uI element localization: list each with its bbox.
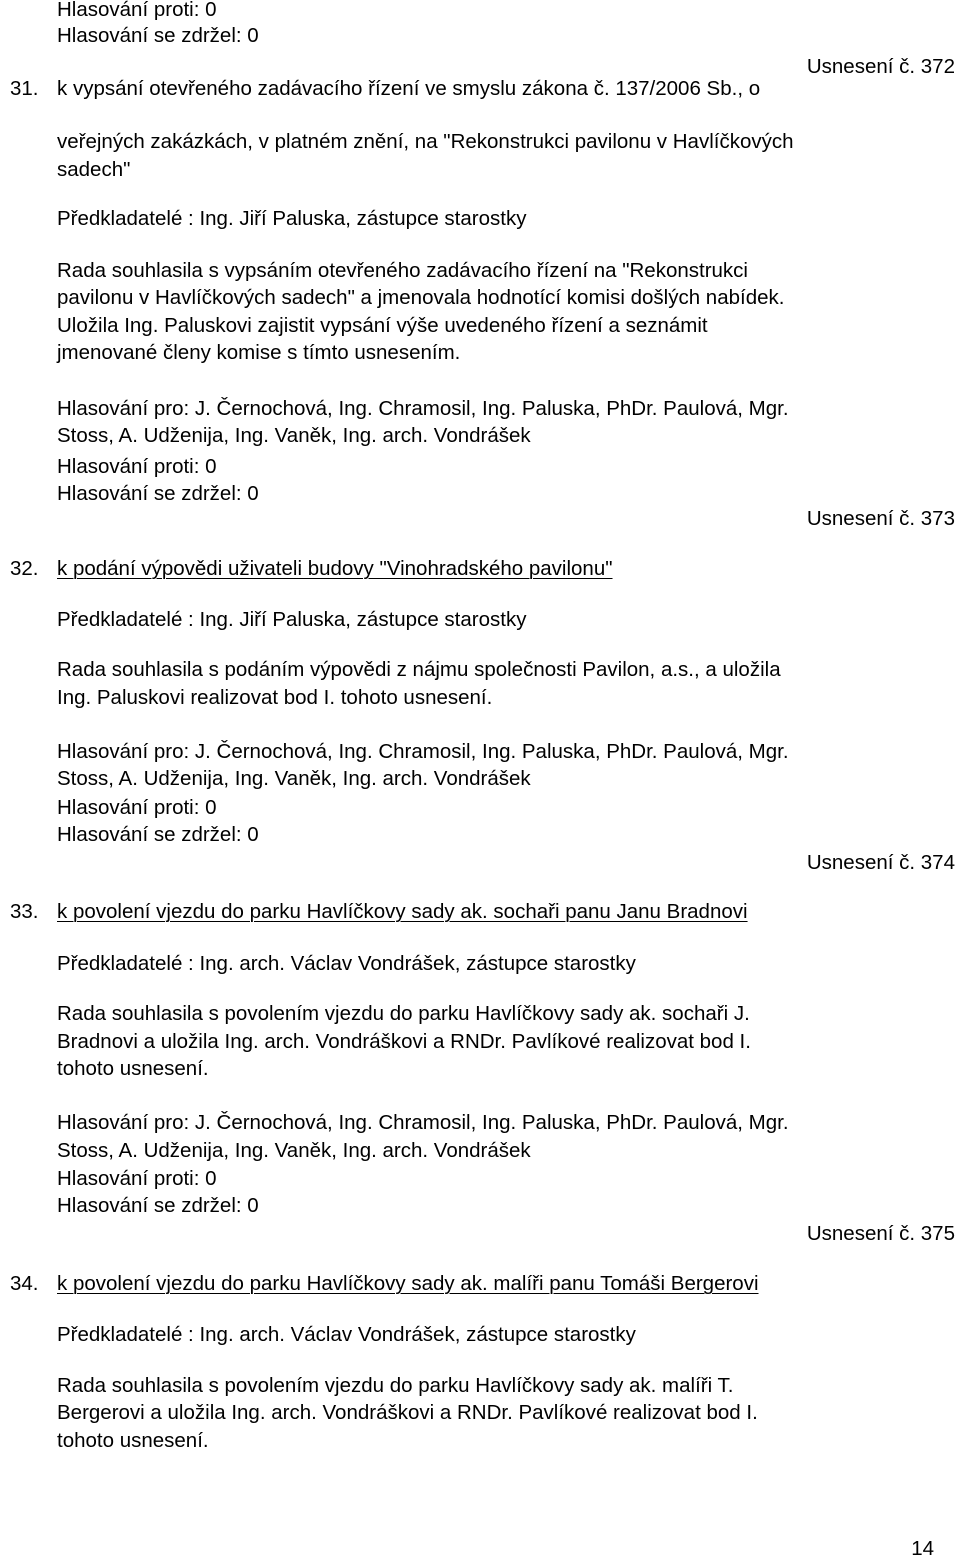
vote-for: Stoss, A. Udženija, Ing. Vaněk, Ing. arch. Vondrášek: [57, 767, 531, 790]
vote-abstain: Hlasování se zdržel: 0: [57, 482, 259, 505]
resolution-text: Rada souhlasila s povolením vjezdu do parku Havlíčkovy sady ak. malíři T.: [57, 1374, 734, 1397]
resolution-number: Usnesení č. 372: [806, 55, 955, 78]
resolution-text: pavilonu v Havlíčkových sadech" a jmenovala hodnotící komisi došlých nabídek.: [57, 286, 785, 309]
item-number: 31.: [10, 77, 39, 100]
resolution-text: Rada souhlasila s podáním výpovědi z nájmu společnosti Pavilon, a.s., a uložila: [57, 658, 781, 681]
vote-for: Hlasování pro: J. Černochová, Ing. Chramosil, Ing. Paluska, PhDr. Paulová, Mgr.: [57, 1111, 789, 1134]
vote-for: Hlasování pro: J. Černochová, Ing. Chramosil, Ing. Paluska, PhDr. Paulová, Mgr.: [57, 397, 789, 420]
item-title: k vypsání otevřeného zadávacího řízení ve smyslu zákona č. 137/2006 Sb., o: [57, 77, 761, 100]
resolution-text: Rada souhlasila s vypsáním otevřeného zadávacího řízení na "Rekonstrukci: [57, 259, 748, 282]
resolution-number: Usnesení č. 373: [806, 507, 955, 530]
page-number: 14: [911, 1537, 934, 1560]
resolution-text: jmenované členy komise s tímto usnesením.: [57, 341, 461, 364]
vote-for: Hlasování pro: J. Černochová, Ing. Chramosil, Ing. Paluska, PhDr. Paulová, Mgr.: [57, 740, 789, 763]
vote-for: Stoss, A. Udženija, Ing. Vaněk, Ing. arch. Vondrášek: [57, 1139, 531, 1162]
vote-against: Hlasování proti: 0: [57, 0, 217, 21]
item-title: k podání výpovědi uživateli budovy "Vinohradského pavilonu": [57, 557, 613, 580]
item-title: veřejných zakázkách, v platném znění, na "Rekonstrukci pavilonu v Havlíčkových: [57, 130, 794, 153]
submitter: Předkladatelé : Ing. arch. Václav Vondrášek, zástupce starostky: [57, 952, 636, 975]
vote-abstain: Hlasování se zdržel: 0: [57, 823, 259, 846]
resolution-text: tohoto usnesení.: [57, 1429, 209, 1452]
item-number: 34.: [10, 1272, 39, 1295]
submitter: Předkladatelé : Ing. Jiří Paluska, zástupce starostky: [57, 608, 527, 631]
submitter: Předkladatelé : Ing. arch. Václav Vondrášek, zástupce starostky: [57, 1323, 636, 1346]
resolution-text: Ing. Paluskovi realizovat bod I. tohoto usnesení.: [57, 686, 493, 709]
vote-against: Hlasování proti: 0: [57, 1167, 217, 1190]
item-title: k povolení vjezdu do parku Havlíčkovy sady ak. sochaři panu Janu Bradnovi: [57, 900, 748, 923]
vote-abstain: Hlasování se zdržel: 0: [57, 24, 259, 47]
item-title: sadech": [57, 158, 131, 181]
resolution-text: Uložila Ing. Paluskovi zajistit vypsání výše uvedeného řízení a seznámit: [57, 314, 708, 337]
vote-abstain: Hlasování se zdržel: 0: [57, 1194, 259, 1217]
resolution-text: Bergerovi a uložila Ing. arch. Vondráškovi a RNDr. Pavlíkové realizovat bod I.: [57, 1401, 758, 1424]
vote-against: Hlasování proti: 0: [57, 455, 217, 478]
submitter: Předkladatelé : Ing. Jiří Paluska, zástupce starostky: [57, 207, 527, 230]
resolution-number: Usnesení č. 375: [806, 1222, 955, 1245]
vote-for: Stoss, A. Udženija, Ing. Vaněk, Ing. arch. Vondrášek: [57, 424, 531, 447]
resolution-text: Bradnovi a uložila Ing. arch. Vondráškovi a RNDr. Pavlíkové realizovat bod I.: [57, 1030, 751, 1053]
vote-against: Hlasování proti: 0: [57, 796, 217, 819]
item-number: 33.: [10, 900, 39, 923]
item-title: k povolení vjezdu do parku Havlíčkovy sady ak. malíři panu Tomáši Bergerovi: [57, 1272, 759, 1295]
resolution-text: tohoto usnesení.: [57, 1057, 209, 1080]
resolution-text: Rada souhlasila s povolením vjezdu do parku Havlíčkovy sady ak. sochaři J.: [57, 1002, 750, 1025]
item-number: 32.: [10, 557, 39, 580]
resolution-number: Usnesení č. 374: [806, 851, 955, 874]
